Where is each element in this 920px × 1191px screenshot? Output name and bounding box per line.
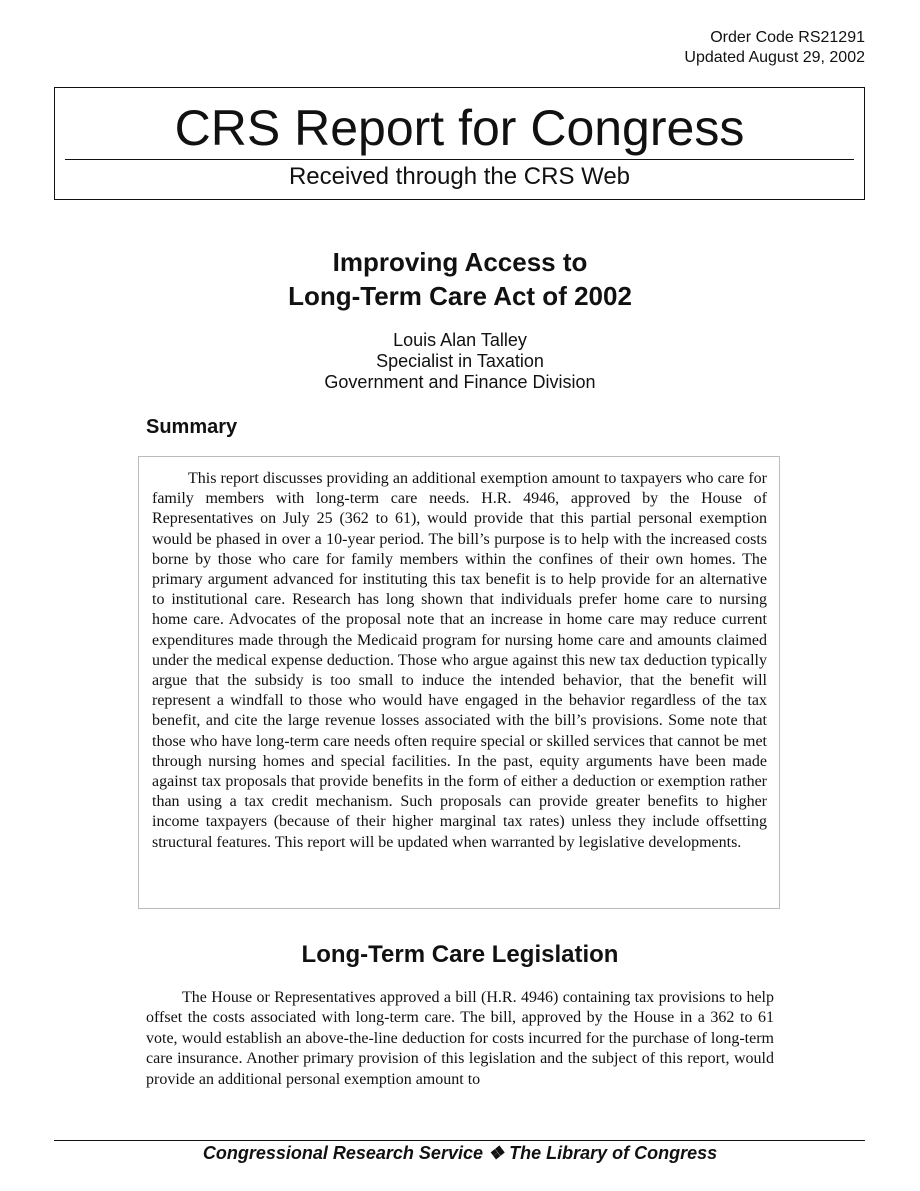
order-code-block — [684, 28, 865, 68]
report-title — [0, 245, 920, 313]
author-division: Government and Finance Division — [324, 372, 596, 392]
banner-title: CRS Report for Congress — [174, 100, 745, 156]
footer-text: Congressional Research Service ❖ The Library of Congress — [202, 1143, 718, 1163]
report-title-line2: Long-Term Care Act of 2002 — [288, 281, 632, 311]
report-banner — [54, 87, 865, 200]
summary-text: This report discusses providing an additional exemption amount to taxpayers who care for family members with long-term care needs. H.R. 4946, approved by the House of Representatives on July 25 (362 to 61), would provide that this partial personal exemption would be phased in over a 10-year period. The bill’s purpose is to help with the increased costs borne by those who care for family members within the confines of their own homes. The primary argument advanced for instituting this tax benefit is to help provide for an alternative to institutional care. Research has long shown that individuals prefer home care to nursing home care. Advocates of the proposal note that an increase in home care may reduce current expenditures made through the Medicaid program for nursing home care and amounts claimed under the medical expense deduction. Those who argue against this new tax deduction typically argue that the subsidy is too small to induce the intended behavior, that the benefit will represent a windfall to those who would have engaged in the behavior regardless of the tax benefit, and cite the large revenue losses associated with the bill’s provisions. Some note that those who have long-term care needs often require special or skilled services that cannot be met through nursing homes and special facilities. In the past, equity arguments have been made against tax proposals that provide benefits in the form of either a deduction or exemption rather than using a tax credit mechanism. Such proposals can provide greater benefits to higher income taxpayers (because of their higher marginal tax rates) unless they include offsetting structural features. This report will be updated when warranted by legislative developments. — [152, 470, 767, 851]
author-title: Specialist in Taxation — [376, 351, 544, 371]
banner-subtitle: Received through the CRS Web — [288, 163, 631, 190]
author-block — [0, 330, 920, 393]
footer-divider — [54, 1140, 865, 1141]
banner-divider — [65, 159, 854, 160]
updated-date: Updated August 29, 2002 — [684, 49, 865, 66]
report-title-line1: Improving Access to — [332, 247, 588, 277]
summary-box — [138, 456, 780, 909]
order-code: Order Code RS21291 — [710, 29, 865, 46]
summary-heading: Summary — [146, 416, 238, 438]
author-name: Louis Alan Talley — [393, 330, 527, 350]
section-heading: Long-Term Care Legislation — [301, 941, 619, 968]
section-body-text: The House or Representatives approved a bill (H.R. 4946) containing tax provisions to help offset the costs associated with long-term care. The bill, approved by the House in a 362 to 61 vote, would establish an above-the-line deduction for costs incurred for the purchase of long-term care insurance. Another primary provision of this legislation and the subject of this report, would provide an additional personal exemption amount to — [146, 989, 774, 1088]
